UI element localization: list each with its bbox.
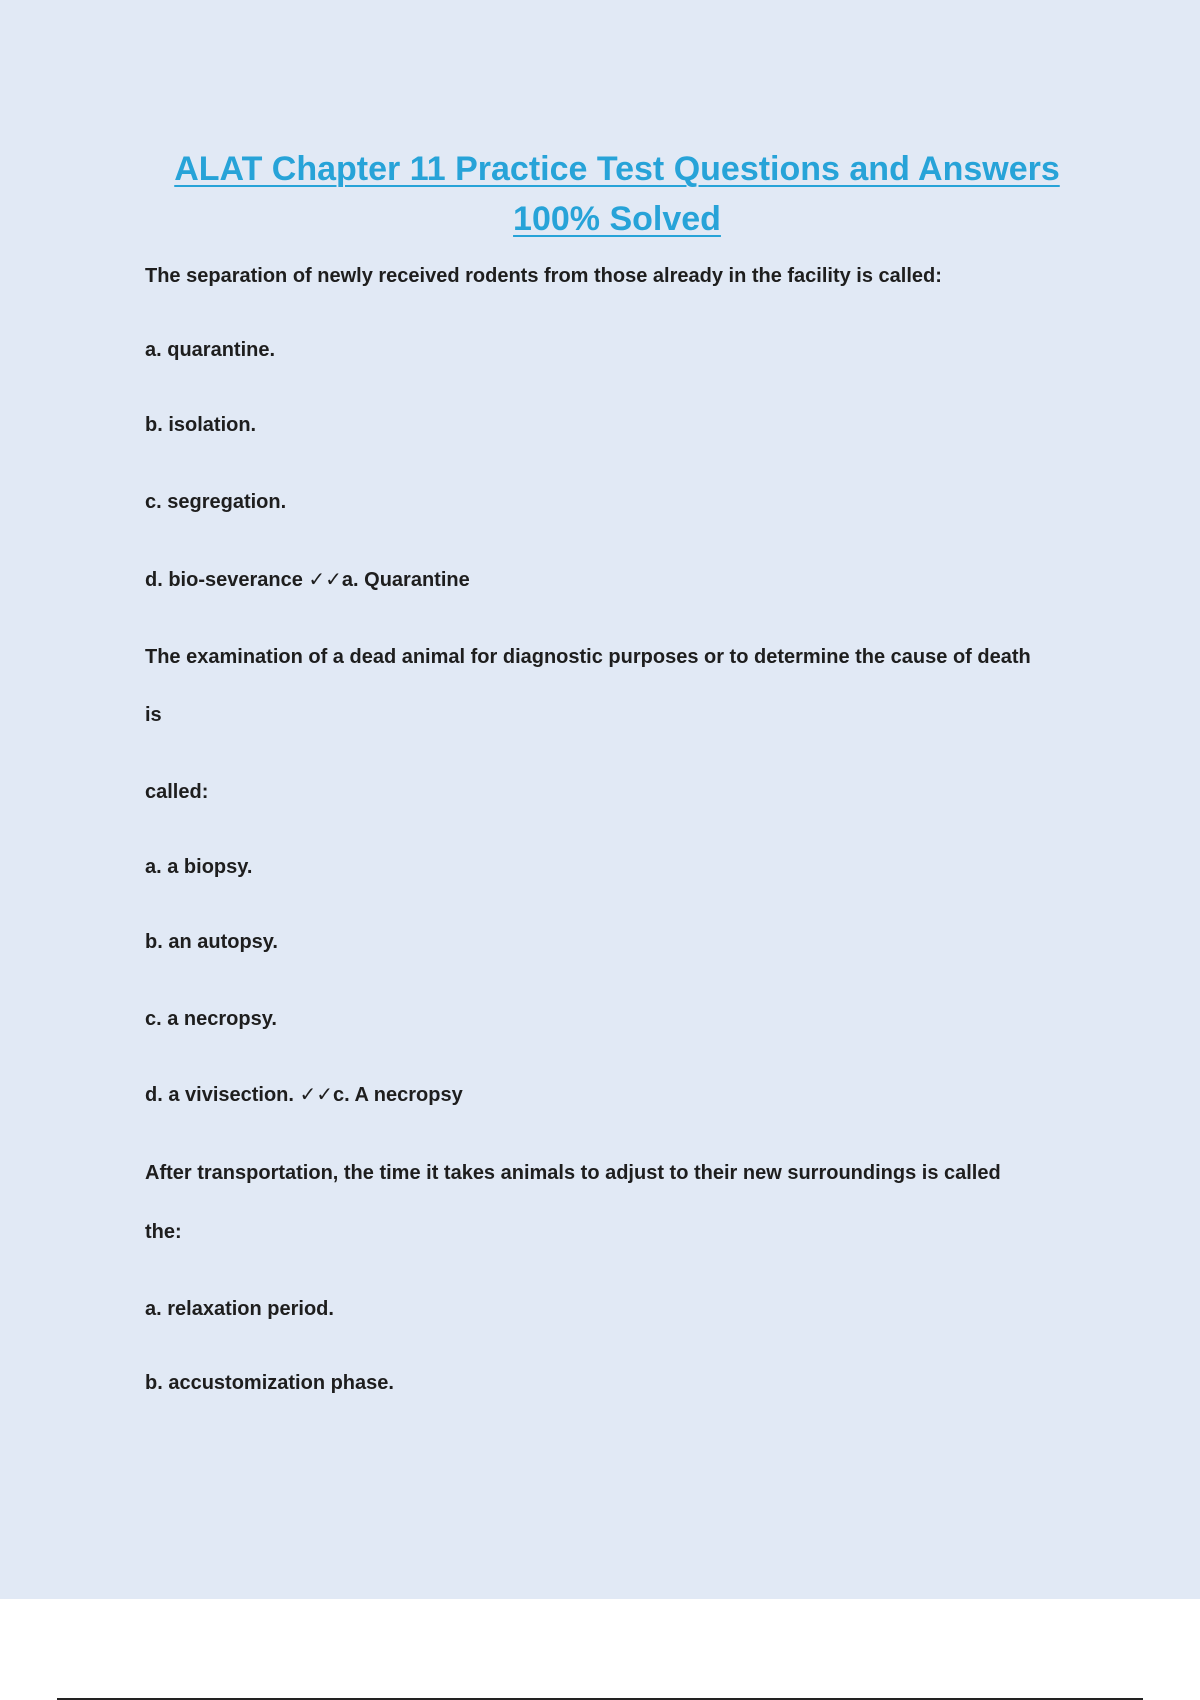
question-3-text-line-1: After transportation, the time it takes animals to adjust to their new surroundings is called bbox=[145, 1162, 1001, 1184]
question-3-text-line-2: the: bbox=[145, 1221, 182, 1243]
question-2-option-c: c. a necropsy. bbox=[145, 1008, 277, 1030]
question-1-option-a: a. quarantine. bbox=[145, 339, 276, 361]
question-2-text-line-1: The examination of a dead animal for diagnostic purposes or to determine the cause of death bbox=[145, 646, 1031, 668]
question-2-option-b: b. an autopsy. bbox=[145, 931, 278, 953]
question-2-check-icon: ✓✓ bbox=[299, 1084, 334, 1106]
question-3-option-b: b. accustomization phase. bbox=[145, 1372, 394, 1394]
question-1-text: The separation of newly received rodents from those already in the facility is called: bbox=[145, 265, 942, 287]
question-3-option-a: a. relaxation period. bbox=[145, 1298, 334, 1320]
question-1-option-c: c. segregation. bbox=[145, 491, 287, 513]
question-2-text-line-3: called: bbox=[145, 781, 209, 803]
question-2-answer: c. A necropsy bbox=[333, 1084, 463, 1106]
question-1-check-icon: ✓✓ bbox=[308, 569, 342, 591]
question-2-option-a: a. a biopsy. bbox=[145, 856, 253, 878]
document-title-line-1: ALAT Chapter 11 Practice Test Questions and Answers bbox=[174, 150, 1060, 188]
question-1-answer: a. Quarantine bbox=[341, 569, 470, 591]
question-1-option-b: b. isolation. bbox=[145, 414, 257, 436]
document-title-line-2: 100% Solved bbox=[513, 200, 721, 238]
question-1-option-d-line bbox=[145, 568, 470, 592]
question-1-option-d: d. bio-severance bbox=[145, 569, 303, 591]
question-2-option-d: d. a vivisection. bbox=[145, 1084, 294, 1106]
question-2-text-line-2: is bbox=[145, 704, 162, 726]
question-2-option-d-line bbox=[145, 1083, 463, 1107]
